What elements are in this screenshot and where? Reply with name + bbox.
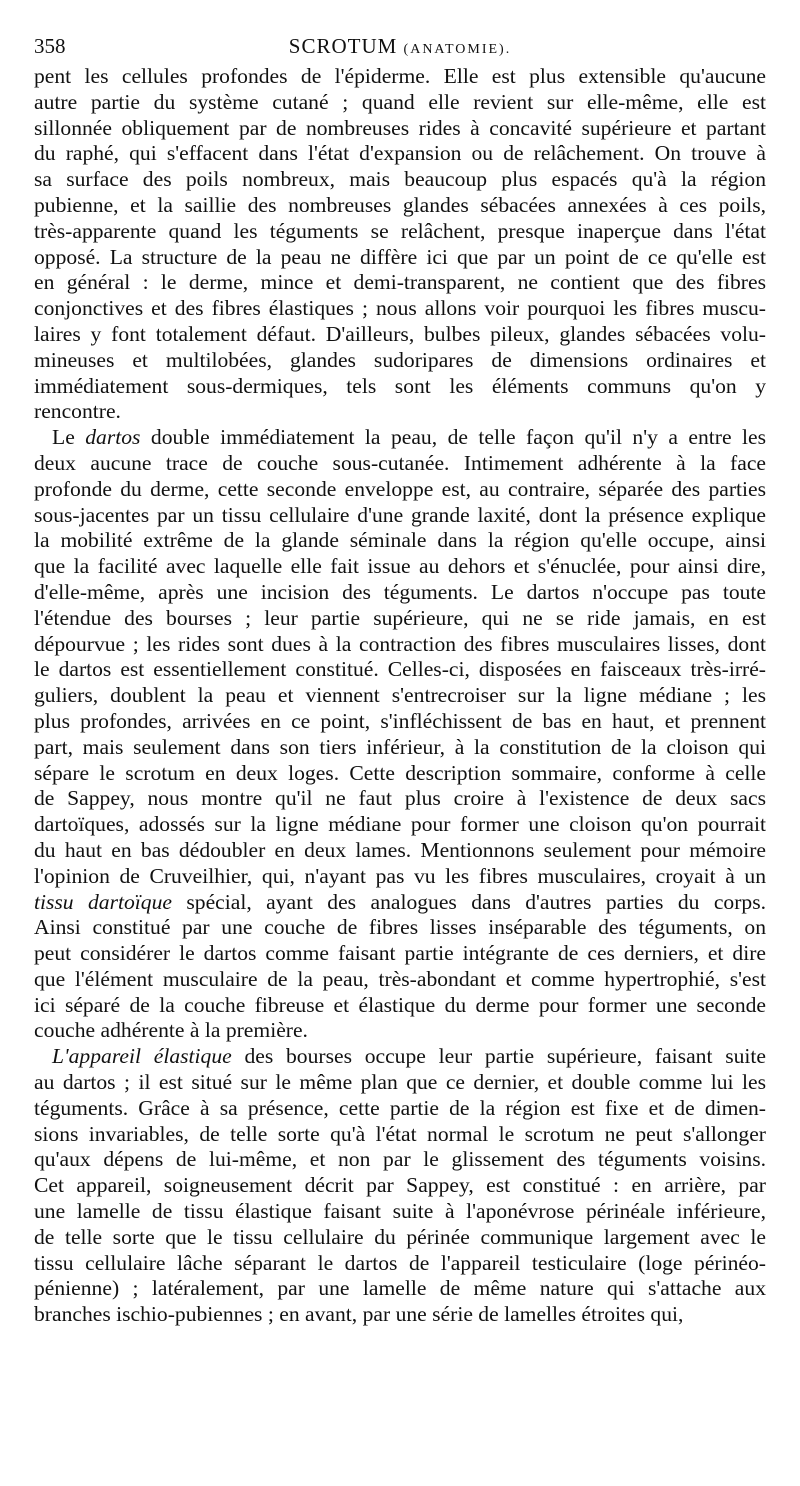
text-line: guliers, doublent la peau et viennent s'entrecroiser sur la ligne médiane ; les (34, 683, 766, 708)
text-line: rencontre. (34, 399, 121, 424)
text-line: tissu dartoïque spécial, ayant des analogues dans d'autres parties du corps. (34, 889, 766, 914)
text-line: L'appareil élastique des bourses occupe leur partie supérieure, faisant suite (52, 1044, 766, 1069)
paragraph (34, 425, 766, 1044)
text-line: dartoïques, adossés sur la ligne médiane pour former une cloison qu'on pourrait (34, 812, 766, 837)
text-line: de telle sorte que le tissu cellulaire du périnée communique largement avec le (34, 1224, 766, 1249)
text-line: pubienne, et la saillie des nombreuses glandes sébacées annexées à ces poils, (34, 192, 766, 217)
text-line: laires y font totalement défaut. D'ailleurs, bulbes pileux, glandes sébacées volu- (34, 321, 766, 346)
text-line: ici séparé de la couche fibreuse et élastique du derme pour former une seconde (34, 992, 766, 1017)
text-line: dépourvue ; les rides sont dues à la contraction des fibres musculaires lisses, dont (34, 631, 766, 656)
page-number: 358 (34, 34, 66, 58)
text-line: profonde du derme, cette seconde enveloppe est, au contraire, séparée des parties (34, 476, 766, 501)
text-line: d'elle-même, après une incision des téguments. Le dartos n'occupe pas toute (34, 579, 766, 604)
paragraph (34, 1044, 766, 1328)
text-line: immédiatement sous-dermiques, tels sont les éléments communs qu'on y (34, 373, 766, 398)
text-line: opposé. La structure de la peau ne diffère ici que par un point de ce qu'elle est (34, 244, 766, 269)
text-line: la mobilité extrême de la glande séminale dans la région qu'elle occupe, ainsi (34, 528, 766, 553)
paragraph (34, 64, 766, 425)
text-line: sa surface des poils nombreux, mais beaucoup plus espacés qu'à la région (34, 167, 766, 192)
running-title-subtitle: (ANATOMIE). (403, 42, 512, 57)
text-line: très-apparente quand les téguments se relâchent, presque inaperçue dans l'état (34, 218, 766, 243)
text-line: téguments. Grâce à sa présence, cette partie de la région est fixe et de dimen- (34, 1095, 766, 1120)
text-line: de Sappey, nous montre qu'il ne faut plus croire à l'existence de deux sacs (34, 786, 766, 811)
text-line: le dartos est essentiellement constitué. Celles-ci, disposées en faisceaux très-irré- (34, 657, 766, 682)
text-line: conjonctives et des fibres élastiques ; nous allons voir pourquoi les fibres muscu- (34, 296, 766, 321)
text-line: couche adhérente à la première. (34, 1018, 308, 1043)
text-line: sépare le scrotum en deux loges. Cette description sommaire, conforme à celle (34, 760, 766, 785)
text-line: mineuses et multilobées, glandes sudoripares de dimensions ordinaires et (34, 347, 766, 372)
text-line: tissu cellulaire lâche séparant le dartos de l'appareil testiculaire (loge périnéo- (34, 1250, 766, 1275)
text-line: que la facilité avec laquelle elle fait issue au dehors et s'énuclée, pour ainsi dire, (34, 554, 766, 579)
text-line: du haut en bas dédoubler en deux lames. Mentionnons seulement pour mémoire (34, 837, 766, 862)
text-line: Ainsi constitué par une couche de fibres lisses inséparable des téguments, on (34, 915, 766, 940)
text-line: en général : le derme, mince et demi-transparent, ne contient que des fibres (34, 270, 766, 295)
text-line: l'opinion de Cruveilhier, qui, n'ayant pas vu les fibres musculaires, croyait à un (34, 863, 766, 888)
page-header (34, 34, 766, 60)
text-line: au dartos ; il est situé sur le même plan que ce dernier, et double comme lui les (34, 1070, 766, 1095)
text-line: plus profondes, arrivées en ce point, s'infléchissent de bas en haut, et prennent (34, 708, 766, 733)
running-title (34, 34, 766, 59)
text-line: Le dartos double immédiatement la peau, de telle façon qu'il n'y a entre les (52, 425, 766, 450)
text-line: qu'aux dépens de lui-même, et non par le glissement des téguments voisins. (34, 1147, 766, 1172)
text-line: Cet appareil, soigneusement décrit par Sappey, est constitué : en arrière, par (34, 1173, 766, 1198)
body-text (34, 64, 766, 1328)
text-line: l'étendue des bourses ; leur partie supérieure, qui ne se ride jamais, en est (34, 605, 766, 630)
text-line: pénienne) ; latéralement, par une lamelle de même nature qui s'attache aux (34, 1276, 766, 1301)
text-line: sous-jacentes par un tissu cellulaire d'une grande laxité, dont la présence explique (34, 502, 766, 527)
text-line: branches ischio-pubiennes ; en avant, par une série de lamelles étroites qui, (34, 1302, 684, 1327)
text-line: sillonnée obliquement par de nombreuses rides à concavité supérieure et partant (34, 115, 766, 140)
text-line: sions invariables, de telle sorte qu'à l'état normal le scrotum ne peut s'allonger (34, 1121, 766, 1146)
text-line: autre partie du système cutané ; quand elle revient sur elle-même, elle est (34, 89, 766, 114)
text-line: deux aucune trace de couche sous-cutanée. Intimement adhérente à la face (34, 450, 766, 475)
text-line: peut considérer le dartos comme faisant partie intégrante de ces derniers, et dire (34, 941, 766, 966)
text-line: part, mais seulement dans son tiers inférieur, à la constitution de la cloison qui (34, 734, 766, 759)
running-title-main: SCROTUM (288, 34, 398, 58)
text-line: que l'élément musculaire de la peau, très-abondant et comme hypertrophié, s'est (34, 966, 766, 991)
text-line: du raphé, qui s'effacent dans l'état d'expansion ou de relâchement. On trouve à (34, 141, 766, 166)
text-line: pent les cellules profondes de l'épiderme. Elle est plus extensible qu'aucune (34, 64, 766, 88)
text-line: une lamelle de tissu élastique faisant suite à l'aponévrose périnéale inférieure, (34, 1199, 766, 1224)
